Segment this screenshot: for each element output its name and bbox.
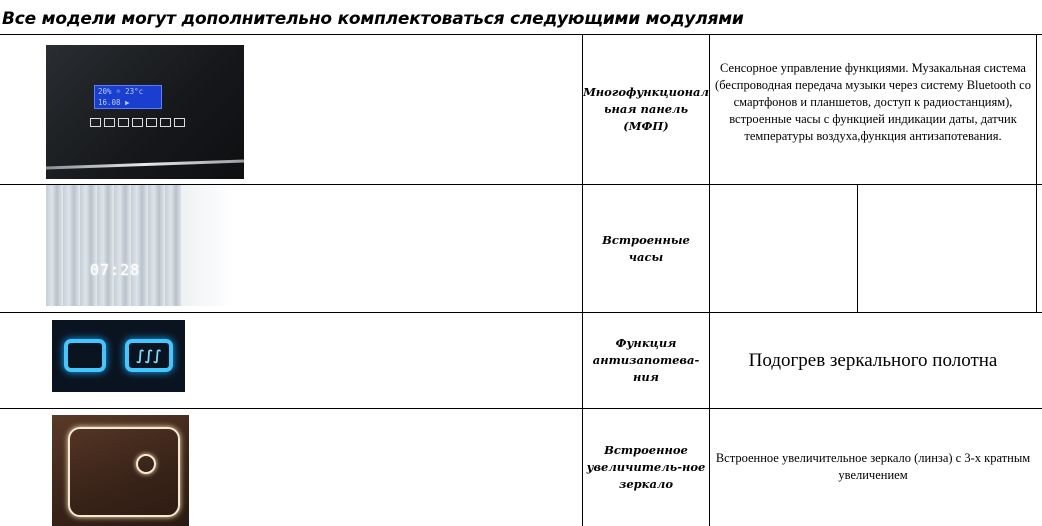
panel-display bbox=[94, 85, 162, 109]
panel-display-line1: 20% ☼ 23°c bbox=[98, 87, 144, 96]
mirror-frame-icon bbox=[64, 339, 106, 372]
magnifier-lens-icon bbox=[136, 454, 156, 474]
module-desc-panel: Сенсорное управление функциями. Музакальная система (беспроводная передача музыки через систему Bluetooth со смартфонов и планшетов, доступ к радиостанциям), встроенные часы с функцией индикации даты, датчик температуры воздуха,функция антизапотевания. bbox=[715, 61, 1031, 143]
antifog-image bbox=[52, 320, 185, 392]
clock-image bbox=[46, 185, 234, 306]
heat-waves-icon: ∫∫∫ bbox=[125, 339, 173, 372]
module-name-antifog: Функция антизапотева-ния bbox=[592, 336, 700, 384]
module-desc-magnifier: Встроенное увеличительное зеркало (линза) с 3-х кратным увеличением bbox=[715, 451, 1031, 482]
module-name-panel: Многофункционал ьная панель (МФП) bbox=[583, 85, 709, 133]
module-name-clock: Встроенные часы bbox=[602, 232, 690, 264]
panel-touch-icons bbox=[90, 118, 185, 127]
mirror-outline bbox=[68, 427, 180, 517]
window-light bbox=[181, 185, 234, 306]
page-heading: Все модели могут дополнительно комплектоваться следующими модулями bbox=[2, 9, 744, 29]
modules-table bbox=[0, 34, 1042, 526]
module-name-magnifier: Встроенное увеличитель-ное зеркало bbox=[586, 443, 706, 491]
panel-display-line2: 16.08 ▶ bbox=[98, 98, 130, 107]
clock-display: 07:28 bbox=[90, 261, 141, 279]
module-desc-antifog: Подогрев зеркального полотна bbox=[748, 349, 998, 371]
magnifier-image bbox=[52, 415, 189, 526]
panel-image bbox=[46, 45, 244, 179]
mirror-edge-light bbox=[46, 160, 244, 170]
